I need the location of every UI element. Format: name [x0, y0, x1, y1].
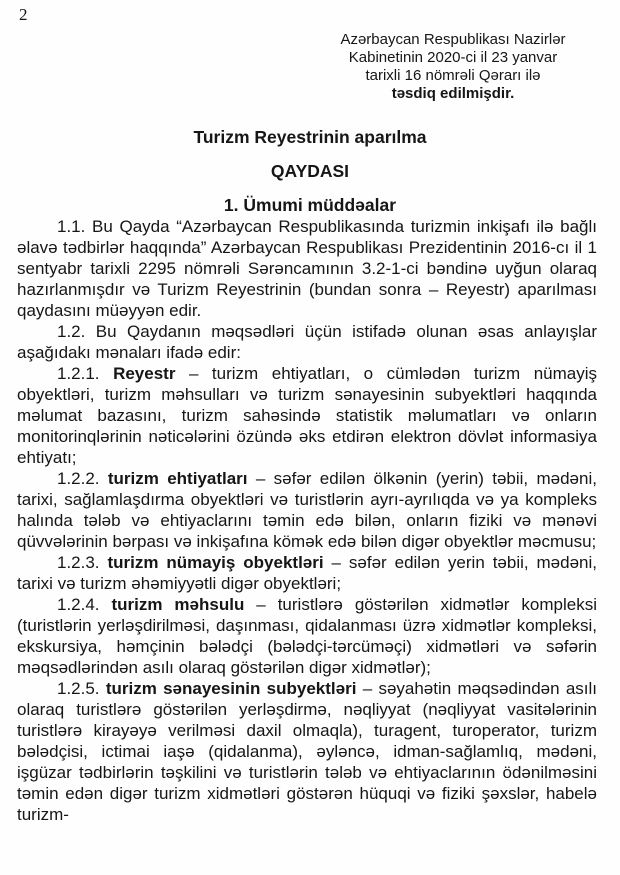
clause-1-2-1 — [17, 363, 597, 468]
clause-number: 1.2. — [57, 322, 96, 341]
clause-text: Bu Qayda “Azərbaycan Respublikasında turizmin inkişafı ilə bağlı əlavə tədbirlər haqqında” Azərbaycan Respublikası Prezidentinin 2016-cı il 1 sentyabr tarixli 2295 nömrəli Sərəncamının 3.2-1-ci bəndinə uyğun olaraq hazırlanmışdır və Turizm Reyestrinin (bundan sonra – Reyestr) aparılması qaydasını müəyyən edir. — [17, 217, 597, 320]
clause-1-1 — [17, 216, 597, 321]
clause-number: 1.2.2. — [57, 469, 108, 488]
clause-text: – səyahətin məqsədindən asılı olaraq turistlərə göstərilən yerləşdirmə, nəqliyyat (nəqliyyat vasitələrinin turistlərə kirayəyə verilməsi daxil olmaqla), turagent, turoperator, turizm bələdçisi, ictimai iaşə (qidalanma), əyləncə, idman-sağlamlıq, mədəni, işgüzar tədbirlərin təşkilini və turistlərin tələb və ehtiyaclarının ödənilməsini təmin edən digər turizm xidmətləri göstərən hüquqi və fiziki şəxslər, habelə turizm- — [17, 679, 598, 824]
defined-term: turizm ehtiyatları — [107, 469, 248, 488]
clause-number: 1.2.1. — [57, 364, 114, 383]
clause-1-2-4 — [17, 594, 597, 678]
approval-note — [336, 31, 570, 103]
clause-number: 1.2.4. — [57, 595, 112, 614]
clause-text: – səfər edilən yerin təbii, mədəni, tarixi və turizm əhəmiyyətli digər obyektləri; — [17, 553, 598, 593]
clause-text: – turistlərə göstərilən xidmətlər kompleksi (turistlərin yerləşdirilməsi, daşınması, qidalanması üzrə xidmətlər kompleksi, ekskursiya, həmçinin bələdçi (bələdçi-tərcüməçi) xidmətləri və səfərin məqsədlərindən asılı olaraq göstərilən digər xidmətlər); — [17, 595, 597, 677]
clause-1-2-2 — [17, 468, 597, 552]
section-heading: 1. Ümumi müddəalar — [223, 195, 397, 215]
clause-text: – turizm ehtiyatları, o cümlədən turizm nümayiş obyektləri, turizm məhsulları və turizm sənayesinin subyektləri haqqında məlumat bazasını, turizm sahəsində statistik məlumatları və onların monitorinqlərinin nəticələrini özündə əks etdirən elektron dövlət informasiya ehtiyatı; — [17, 364, 597, 467]
clause-text: – səfər edilən ölkənin (yerin) təbii, mədəni, tarixi, sağlamlaşdırma obyektləri və turistlərin ayrı-ayrılıqda və ya kompleks halında tələb və ehtiyaclarını təmin edə bilən, onların fiziki və mənəvi qüvvələrinin bərpası və inkişafına kömək edə bilən digər obyektlər məcmusu; — [17, 469, 597, 551]
defined-term: Reyestr — [113, 364, 176, 383]
document-subtitle: QAYDASI — [270, 161, 350, 181]
defined-term: turizm məhsulu — [111, 595, 245, 614]
clause-number: 1.2.5. — [57, 679, 106, 698]
document-body — [17, 216, 597, 825]
defined-term: turizm nümayiş obyektləri — [107, 553, 324, 572]
clause-number: 1.2.3. — [57, 553, 108, 572]
approval-line: Kabinetinin 2020-ci il 23 yanvar — [348, 49, 558, 66]
clause-text: Bu Qaydanın məqsədləri üçün istifadə olunan əsas anlayışlar aşağıdakı mənaları ifadə edir: — [17, 322, 597, 362]
approval-line: Azərbaycan Respublikası Nazirlər — [340, 31, 566, 48]
document-titles — [0, 127, 620, 229]
approval-emphasis: təsdiq edilmişdir. — [391, 85, 515, 102]
approval-line: tarixli 16 nömrəli Qərarı ilə — [365, 67, 541, 84]
defined-term: turizm sənayesinin subyektləri — [105, 679, 357, 698]
clause-number: 1.1. — [57, 217, 93, 236]
page-number: 2 — [19, 5, 28, 24]
clause-1-2 — [17, 321, 597, 363]
clause-1-2-5 — [17, 678, 597, 825]
document-title: Turizm Reyestrinin aparılma — [193, 127, 427, 147]
clause-1-2-3 — [17, 552, 597, 594]
